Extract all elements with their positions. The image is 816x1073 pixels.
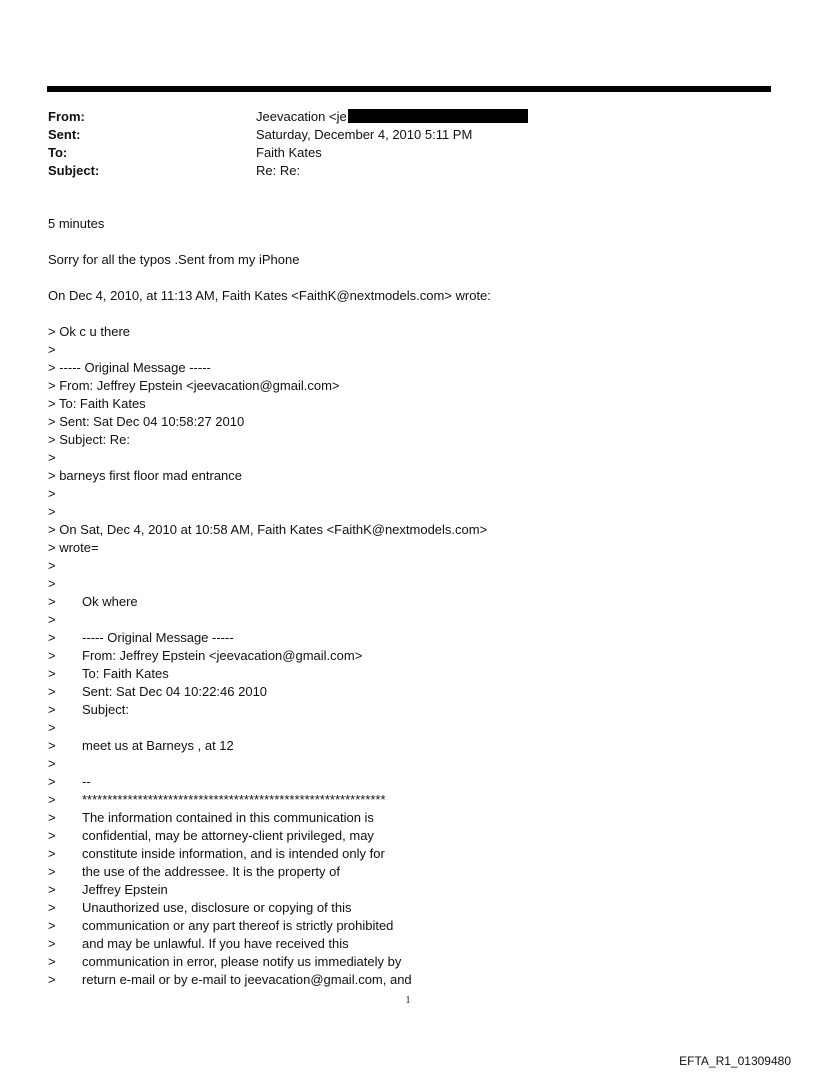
quoted-text: communication in error, please notify us immediately by [82, 954, 402, 969]
to-value: Faith Kates [256, 145, 322, 160]
indented-quoted-line [48, 935, 768, 953]
quoted-text: Unauthorized use, disclosure or copying of this [82, 900, 352, 915]
quote-marker: > [48, 864, 56, 879]
body-line: Sorry for all the typos .Sent from my iPhone [48, 252, 300, 267]
indented-quoted-line [48, 863, 768, 881]
quote-marker: > [48, 882, 56, 897]
redaction-bar [348, 109, 528, 123]
quote-marker: > [48, 738, 56, 753]
quoted-text: From: Jeffrey Epstein <jeevacation@gmail.com> [82, 648, 363, 663]
quote-marker: > [48, 720, 56, 735]
quote-marker: > [48, 918, 56, 933]
indented-quoted-line [48, 647, 768, 665]
quoted-line: > On Sat, Dec 4, 2010 at 10:58 AM, Faith Kates <FaithK@nextmodels.com> [48, 522, 488, 537]
quoted-text: ************************************************************ [82, 792, 386, 807]
from-value [256, 108, 528, 126]
indented-quote-block [48, 593, 768, 989]
quoted-text: return e-mail or by e-mail to jeevacation@gmail.com, and [82, 972, 412, 987]
to-row [48, 144, 748, 162]
spacer [48, 233, 768, 251]
quote-marker: > [48, 810, 56, 825]
quoted-text: ----- Original Message ----- [82, 630, 234, 645]
indented-quoted-line [48, 881, 768, 899]
indented-quoted-line [48, 845, 768, 863]
quote-marker: > [48, 936, 56, 951]
quoted-line: > [48, 576, 56, 591]
page-number: 1 [405, 995, 411, 1006]
indented-quoted-line [48, 971, 768, 989]
body-line: On Dec 4, 2010, at 11:13 AM, Faith Kates <FaithK@nextmodels.com> wrote: [48, 288, 491, 303]
quote-marker: > [48, 900, 56, 915]
quoted-text: Subject: [82, 702, 129, 717]
quote-marker: > [48, 594, 56, 609]
quoted-text: Sent: Sat Dec 04 10:22:46 2010 [82, 684, 268, 699]
indented-quoted-line [48, 917, 768, 935]
from-label: From: [48, 109, 85, 124]
indented-quoted-line [48, 701, 768, 719]
quoted-line: > ----- Original Message ----- [48, 360, 211, 375]
quoted-text: meet us at Barneys , at 12 [82, 738, 234, 753]
quoted-line: > barneys first floor mad entrance [48, 468, 243, 483]
subject-label: Subject: [48, 163, 100, 178]
indented-quoted-line [48, 629, 768, 647]
spacer [48, 269, 768, 287]
quote-marker: > [48, 972, 56, 987]
indented-quoted-line [48, 593, 768, 611]
quote-marker: > [48, 792, 56, 807]
header-rule [47, 86, 771, 92]
quoted-line: > [48, 558, 56, 573]
quoted-text: constitute inside information, and is intended only for [82, 846, 385, 861]
quoted-line: > [48, 450, 56, 465]
indented-quoted-line [48, 755, 768, 773]
indented-quoted-line [48, 773, 768, 791]
from-value-text: Jeevacation <je [256, 109, 347, 124]
sent-value: Saturday, December 4, 2010 5:11 PM [256, 127, 473, 142]
quoted-line: > [48, 504, 56, 519]
indented-quoted-line [48, 809, 768, 827]
spacer [48, 305, 768, 323]
quote-marker: > [48, 612, 56, 627]
quote-marker: > [48, 630, 56, 645]
indented-quoted-line [48, 899, 768, 917]
quoted-text: The information contained in this communication is [82, 810, 374, 825]
quoted-text: the use of the addressee. It is the property of [82, 864, 340, 879]
quote-marker: > [48, 702, 56, 717]
quoted-line: > Ok c u there [48, 324, 131, 339]
quoted-text: confidential, may be attorney-client privileged, may [82, 828, 374, 843]
quote-marker: > [48, 666, 56, 681]
from-row [48, 108, 748, 126]
quoted-line: > [48, 342, 56, 357]
indented-quoted-line [48, 611, 768, 629]
quote-marker: > [48, 846, 56, 861]
indented-quoted-line [48, 737, 768, 755]
quoted-text: and may be unlawful. If you have received this [82, 936, 349, 951]
indented-quoted-line [48, 665, 768, 683]
sent-row [48, 126, 748, 144]
quoted-text: -- [82, 774, 91, 789]
quoted-text: Jeffrey Epstein [82, 882, 168, 897]
quoted-line: > Subject: Re: [48, 432, 131, 447]
sent-label: Sent: [48, 127, 81, 142]
email-body [48, 215, 768, 989]
quote-marker: > [48, 954, 56, 969]
to-label: To: [48, 145, 68, 160]
subject-row [48, 162, 748, 180]
indented-quoted-line [48, 953, 768, 971]
indented-quoted-line [48, 719, 768, 737]
quoted-line: > To: Faith Kates [48, 396, 146, 411]
body-line: 5 minutes [48, 216, 105, 231]
email-header [48, 108, 748, 180]
quote-marker: > [48, 774, 56, 789]
quoted-text: To: Faith Kates [82, 666, 169, 681]
subject-value: Re: Re: [256, 163, 301, 178]
quoted-line: > wrote= [48, 540, 99, 555]
quoted-text: communication or any part thereof is strictly prohibited [82, 918, 394, 933]
quoted-line: > [48, 486, 56, 501]
quoted-line: > Sent: Sat Dec 04 10:58:27 2010 [48, 414, 245, 429]
indented-quoted-line [48, 791, 768, 809]
quoted-text: Ok where [82, 594, 138, 609]
indented-quoted-line [48, 827, 768, 845]
quote-marker: > [48, 648, 56, 663]
quote-marker: > [48, 684, 56, 699]
quote-marker: > [48, 756, 56, 771]
quoted-line: > From: Jeffrey Epstein <jeevacation@gmail.com> [48, 378, 340, 393]
quote-marker: > [48, 828, 56, 843]
bates-number: EFTA_R1_01309480 [679, 1054, 791, 1068]
indented-quoted-line [48, 683, 768, 701]
